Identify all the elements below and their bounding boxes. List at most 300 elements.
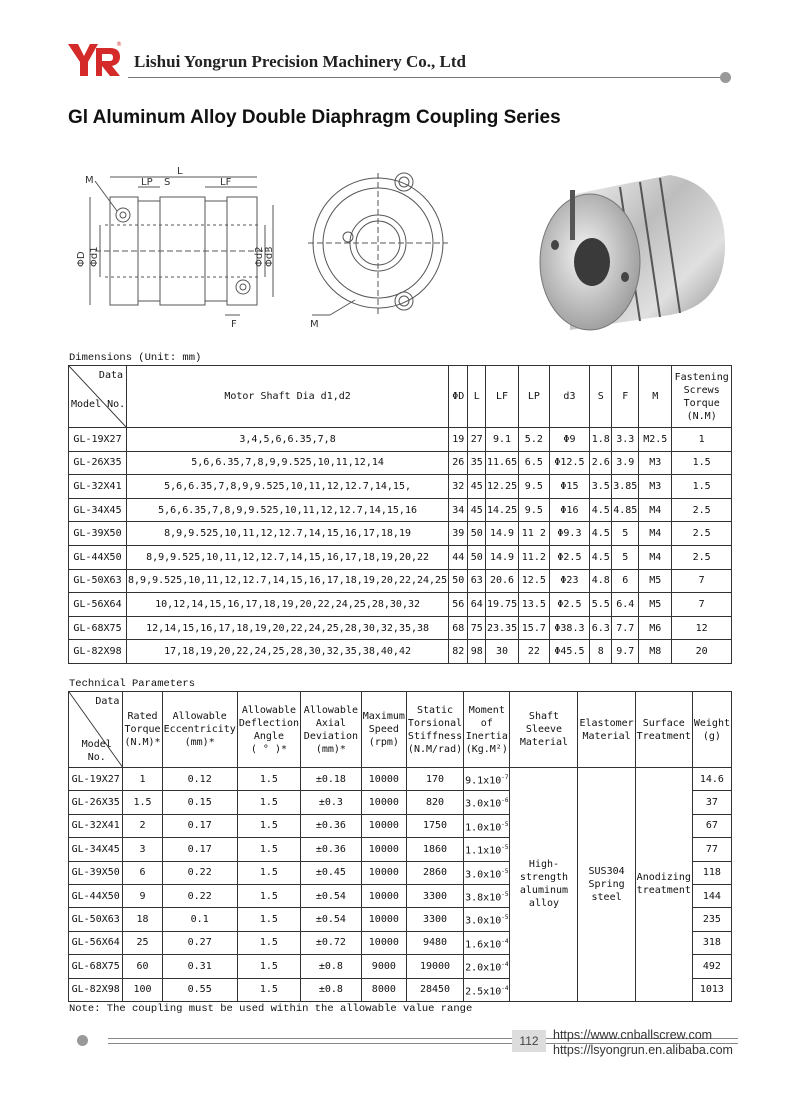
table-row <box>69 545 732 569</box>
table-cell: 4.5 <box>590 498 612 522</box>
table-cell: Φ23 <box>549 569 590 593</box>
table-cell: 3 <box>123 838 162 861</box>
table-cell: 56 <box>449 593 468 617</box>
table-row <box>69 768 732 791</box>
table-cell: 1.8 <box>590 428 612 452</box>
table-cell: 5.2 <box>519 428 549 452</box>
header-line: Treatment <box>636 730 691 742</box>
tech-header-axial <box>301 692 362 768</box>
table-cell: 12.5 <box>519 569 549 593</box>
table-cell: 13.5 <box>519 593 549 617</box>
header-line: (mm)* <box>184 737 215 748</box>
table-cell: 9.7 <box>612 640 639 664</box>
table-cell: 98 <box>468 640 486 664</box>
table-cell: GL-82X98 <box>69 640 127 664</box>
table-cell: 67 <box>692 814 731 837</box>
table-cell: 7.7 <box>612 616 639 640</box>
dim-label-d3: Φd3 <box>264 246 275 267</box>
table-cell: 9480 <box>406 931 463 954</box>
page-title: Gl Aluminum Alloy Double Diaphragm Coupling Series <box>68 107 561 128</box>
table-cell: 1 <box>672 428 732 452</box>
header-line: Moment <box>468 704 505 716</box>
table-cell: 3.3 <box>612 428 639 452</box>
inertia-cell <box>464 931 510 954</box>
dim-label-D: ΦD <box>76 251 87 267</box>
inertia-base: 1.6x10 <box>465 939 502 951</box>
table-cell: 1.5 <box>237 838 300 861</box>
table-cell: GL-32X41 <box>69 814 123 837</box>
table-cell: 235 <box>692 908 731 931</box>
table-cell: ±0.8 <box>301 955 362 978</box>
technical-table <box>68 691 732 1002</box>
header-line: Axial <box>315 717 346 729</box>
inertia-base: 3.0x10 <box>465 868 502 880</box>
table-cell: 37 <box>692 791 731 814</box>
table-cell: 27 <box>468 428 486 452</box>
dim-header-d3: d3 <box>549 366 590 428</box>
dim-header-S: S <box>590 366 612 428</box>
cell-line: SUS304 <box>588 865 625 877</box>
table-cell: 1.5 <box>237 931 300 954</box>
dim-label-F: F <box>231 319 237 330</box>
table-cell: 1 <box>123 768 162 791</box>
inertia-cell <box>464 814 510 837</box>
table-cell: 11.65 <box>486 451 519 475</box>
table-cell: 1.5 <box>237 884 300 907</box>
dimensions-corner-cell <box>69 366 127 428</box>
header-line: Material <box>519 737 569 748</box>
table-cell: 1013 <box>692 978 731 1001</box>
table-cell: 35 <box>468 451 486 475</box>
table-cell: 0.22 <box>162 884 237 907</box>
surface-treatment-cell <box>635 768 692 1002</box>
header-line: Stiffness <box>407 730 463 742</box>
table-cell: 0.17 <box>162 838 237 861</box>
table-cell: GL-50X63 <box>69 908 123 931</box>
table-cell: 1.5 <box>237 908 300 931</box>
table-cell: 75 <box>468 616 486 640</box>
table-cell: 68 <box>449 616 468 640</box>
inertia-exponent: -4 <box>501 937 509 945</box>
inertia-cell <box>464 861 510 884</box>
table-cell: 10000 <box>361 791 406 814</box>
table-cell: M4 <box>639 498 672 522</box>
table-cell: 1.5 <box>237 978 300 1001</box>
table-cell: Φ45.5 <box>549 640 590 664</box>
table-row <box>69 616 732 640</box>
header-line: Speed <box>368 724 399 735</box>
header-rule <box>128 77 720 78</box>
table-cell: 2860 <box>406 861 463 884</box>
header-line: (g) <box>702 730 721 742</box>
table-cell: 1.5 <box>672 451 732 475</box>
svg-text:®: ® <box>116 41 122 48</box>
table-cell: 118 <box>692 861 731 884</box>
cell-line: High-strength <box>519 859 569 884</box>
table-cell: 19000 <box>406 955 463 978</box>
header-line: Elastomer <box>579 717 634 729</box>
header-line: Allowable <box>172 711 227 722</box>
inertia-exponent: -4 <box>501 961 509 969</box>
table-cell: 9 <box>123 884 162 907</box>
technical-caption: Technical Parameters <box>69 678 196 690</box>
inertia-base: 9.1x10 <box>465 775 502 787</box>
table-cell: M6 <box>639 616 672 640</box>
header-line: (mm)* <box>315 743 346 755</box>
table-cell: 63 <box>468 569 486 593</box>
inertia-cell <box>464 768 510 791</box>
table-cell: GL-26X35 <box>69 791 123 814</box>
table-cell: 10000 <box>361 838 406 861</box>
inertia-exponent: -6 <box>501 797 509 805</box>
table-cell: 8000 <box>361 978 406 1001</box>
header-line: Deflection <box>238 717 300 729</box>
technical-corner-bottom: Model No. <box>81 739 112 763</box>
company-name: Lishui Yongrun Precision Machinery Co., Ltd <box>134 52 467 71</box>
table-row <box>69 522 732 546</box>
table-cell: 2 <box>123 814 162 837</box>
table-cell: 26 <box>449 451 468 475</box>
table-cell: 10,12,14,15,16,17,18,19,20,22,24,25,28,30,32 <box>127 593 449 617</box>
table-cell: M4 <box>639 522 672 546</box>
table-cell: 1.5 <box>672 475 732 499</box>
table-cell: 0.1 <box>162 908 237 931</box>
inertia-exponent: -5 <box>501 844 509 852</box>
tech-header-weight <box>692 692 731 768</box>
header-line: Torsional <box>407 717 463 729</box>
table-cell: 18 <box>123 908 162 931</box>
front-view-drawing <box>300 155 450 335</box>
cell-line: alloy <box>528 898 560 910</box>
dim-label-M-front: M <box>310 319 319 330</box>
table-cell: 820 <box>406 791 463 814</box>
table-cell: 4.85 <box>612 498 639 522</box>
header-line: Material <box>582 730 631 742</box>
table-cell: 8 <box>590 640 612 664</box>
table-row <box>69 428 732 452</box>
table-cell: 9.1 <box>486 428 519 452</box>
table-cell: 45 <box>468 475 486 499</box>
table-row <box>69 640 732 664</box>
header-line: Angle <box>253 730 284 742</box>
dimensions-caption: Dimensions (Unit: mm) <box>69 352 202 364</box>
inertia-cell <box>464 955 510 978</box>
table-cell: GL-39X50 <box>69 522 127 546</box>
table-cell: 3.9 <box>612 451 639 475</box>
table-cell: 9000 <box>361 955 406 978</box>
table-cell: 1750 <box>406 814 463 837</box>
table-cell: 5 <box>612 545 639 569</box>
table-row <box>69 593 732 617</box>
table-cell: 12,14,15,16,17,18,19,20,22,24,25,28,30,32,35,38 <box>127 616 449 640</box>
technical-corner-cell <box>69 692 123 768</box>
inertia-cell <box>464 908 510 931</box>
table-cell: 23.35 <box>486 616 519 640</box>
dim-header-F: F <box>612 366 639 428</box>
header-line: Maximum <box>362 711 405 722</box>
table-cell: 60 <box>123 955 162 978</box>
table-cell: ±0.54 <box>301 884 362 907</box>
table-cell: 6.3 <box>590 616 612 640</box>
table-cell: 11 2 <box>519 522 549 546</box>
header-line: Eccentricity <box>163 724 236 735</box>
table-cell: 17,18,19,20,22,24,25,28,30,32,35,38,40,42 <box>127 640 449 664</box>
table-cell: 1.5 <box>123 791 162 814</box>
header-line: Weight <box>693 717 730 729</box>
table-cell: Φ38.3 <box>549 616 590 640</box>
table-cell: 3300 <box>406 908 463 931</box>
table-row <box>69 498 732 522</box>
dim-header-torque: Fastening Screws Torque (N.M) <box>672 366 732 428</box>
dim-label-d1: Φd1 <box>89 246 100 267</box>
table-cell: ±0.18 <box>301 768 362 791</box>
table-cell: 492 <box>692 955 731 978</box>
table-cell: 6.4 <box>612 593 639 617</box>
dim-header-D: ΦD <box>449 366 468 428</box>
inertia-cell <box>464 838 510 861</box>
table-cell: 1.5 <box>237 791 300 814</box>
tech-header-speed <box>361 692 406 768</box>
table-cell: 7 <box>672 569 732 593</box>
table-cell: 5,6,6.35,7,8,9,9.525,10,11,12,14 <box>127 451 449 475</box>
table-cell: GL-32X41 <box>69 475 127 499</box>
table-cell: 30 <box>486 640 519 664</box>
dimensions-corner-top: Data <box>98 370 124 381</box>
table-cell: 25 <box>123 931 162 954</box>
dim-header-LP: LP <box>519 366 549 428</box>
header-line: (N.M)* <box>124 737 161 748</box>
header-line: Static <box>416 704 454 716</box>
tech-header-surface <box>635 692 692 768</box>
table-cell: 10000 <box>361 814 406 837</box>
table-cell: 50 <box>468 545 486 569</box>
table-cell: ±0.72 <box>301 931 362 954</box>
table-cell: M8 <box>639 640 672 664</box>
table-cell: 144 <box>692 884 731 907</box>
table-cell: M2.5 <box>639 428 672 452</box>
inertia-base: 3.8x10 <box>465 892 502 904</box>
table-cell: GL-50X63 <box>69 569 127 593</box>
table-cell: 8,9,9.525,10,11,12,12.7,14,15,16,17,18,19,20,22 <box>127 545 449 569</box>
table-cell: 7 <box>672 593 732 617</box>
cell-line: Anodizing <box>636 872 691 884</box>
table-cell: 50 <box>449 569 468 593</box>
table-cell: 1.5 <box>237 814 300 837</box>
cell-line: steel <box>591 891 622 903</box>
table-cell: ±0.54 <box>301 908 362 931</box>
table-cell: 318 <box>692 931 731 954</box>
table-cell: 0.15 <box>162 791 237 814</box>
table-cell: 100 <box>123 978 162 1001</box>
table-cell: ±0.36 <box>301 838 362 861</box>
table-cell: 2.5 <box>672 545 732 569</box>
header-line: (N.M/rad) <box>407 743 463 755</box>
table-cell: 5 <box>612 522 639 546</box>
inertia-exponent: -5 <box>501 820 509 828</box>
inertia-exponent: -4 <box>501 984 509 992</box>
inertia-exponent: -7 <box>501 774 509 782</box>
tech-header-elastomer <box>578 692 635 768</box>
dim-header-M: M <box>639 366 672 428</box>
inertia-base: 3.0x10 <box>465 798 502 810</box>
table-cell: 22 <box>519 640 549 664</box>
header-line: Inertia <box>465 730 508 742</box>
cell-line: treatment <box>636 885 691 897</box>
dim-header-LF: LF <box>486 366 519 428</box>
table-cell: 32 <box>449 475 468 499</box>
table-cell: 8,9,9.525,10,11,12,12.7,14,15,16,17,18,19 <box>127 522 449 546</box>
dim-label-LP: LP <box>141 177 153 188</box>
table-cell: GL-82X98 <box>69 978 123 1001</box>
header-line: (Kg.M²) <box>465 743 508 755</box>
table-cell: GL-56X64 <box>69 931 123 954</box>
inertia-exponent: -5 <box>501 867 509 875</box>
table-cell: GL-44X50 <box>69 545 127 569</box>
tech-header-stiffness <box>406 692 463 768</box>
table-cell: 20 <box>672 640 732 664</box>
table-cell: 82 <box>449 640 468 664</box>
tech-header-deflection <box>237 692 300 768</box>
table-cell: 3300 <box>406 884 463 907</box>
table-cell: 1.5 <box>237 861 300 884</box>
table-cell: Φ15 <box>549 475 590 499</box>
table-cell: 12 <box>672 616 732 640</box>
table-cell: 0.17 <box>162 814 237 837</box>
table-cell: 6.5 <box>519 451 549 475</box>
table-cell: 14.25 <box>486 498 519 522</box>
table-cell: Φ2.5 <box>549 593 590 617</box>
table-cell: GL-34X45 <box>69 498 127 522</box>
table-cell: 34 <box>449 498 468 522</box>
table-cell: 45 <box>468 498 486 522</box>
table-cell: 11.2 <box>519 545 549 569</box>
dim-label-S: S <box>164 177 171 188</box>
table-cell: ±0.45 <box>301 861 362 884</box>
table-cell: 19.75 <box>486 593 519 617</box>
website-link[interactable]: https://www.cnballscrew.com <box>553 1028 713 1042</box>
table-cell: 0.31 <box>162 955 237 978</box>
inertia-base: 1.1x10 <box>465 845 502 857</box>
table-cell: 12.25 <box>486 475 519 499</box>
cell-line: Spring <box>588 878 625 890</box>
page-number: 112 <box>512 1030 546 1052</box>
header-line: Torque <box>124 724 161 735</box>
table-cell: 39 <box>449 522 468 546</box>
table-cell: 50 <box>468 522 486 546</box>
table-cell: M4 <box>639 545 672 569</box>
tech-header-torque <box>123 692 162 768</box>
inertia-cell <box>464 978 510 1001</box>
cell-line: aluminum <box>519 885 569 897</box>
table-cell: 1.5 <box>237 955 300 978</box>
table-cell: 77 <box>692 838 731 861</box>
table-cell: 10000 <box>361 884 406 907</box>
dim-label-M: M <box>85 175 94 186</box>
footer-rule-dot <box>77 1035 88 1046</box>
table-cell: 8,9,9.525,10,11,12,12.7,14,15,16,17,18,19,20,22,24,25 <box>127 569 449 593</box>
sleeve-material-cell <box>510 768 578 1002</box>
header-line: Deviation <box>303 730 358 742</box>
dim-header-L: L <box>468 366 486 428</box>
table-cell: 14.9 <box>486 545 519 569</box>
inertia-exponent: -5 <box>501 890 509 898</box>
table-cell: 4.8 <box>590 569 612 593</box>
table-cell: 1860 <box>406 838 463 861</box>
table-cell: ±0.36 <box>301 814 362 837</box>
inertia-base: 2.5x10 <box>465 985 502 997</box>
table-cell: 5,6,6.35,7,8,9,9.525,10,11,12,12.7,14,15,16 <box>127 498 449 522</box>
header-line: Allowable <box>303 704 358 716</box>
header-line: Rated <box>127 711 158 722</box>
tech-header-eccentricity <box>162 692 237 768</box>
table-cell: 9.5 <box>519 498 549 522</box>
table-cell: 2.5 <box>672 498 732 522</box>
table-cell: GL-39X50 <box>69 861 123 884</box>
table-cell: ±0.3 <box>301 791 362 814</box>
table-cell: 4.5 <box>590 545 612 569</box>
table-cell: GL-56X64 <box>69 593 127 617</box>
table-cell: M5 <box>639 593 672 617</box>
dimensions-corner-bottom: Model No. <box>71 399 126 410</box>
inertia-base: 1.0x10 <box>465 822 502 834</box>
table-cell: 3.5 <box>590 475 612 499</box>
table-cell: M5 <box>639 569 672 593</box>
table-row <box>69 451 732 475</box>
table-cell: 3.85 <box>612 475 639 499</box>
table-cell: 14.6 <box>692 768 731 791</box>
table-cell: Φ2.5 <box>549 545 590 569</box>
dim-label-d2: Φd2 <box>254 246 265 267</box>
table-cell: ±0.8 <box>301 978 362 1001</box>
table-cell: Φ16 <box>549 498 590 522</box>
table-cell: 19 <box>449 428 468 452</box>
inertia-exponent: -5 <box>501 914 509 922</box>
table-cell: 28450 <box>406 978 463 1001</box>
technical-header-row <box>69 692 732 768</box>
header-line: Allowable <box>241 704 297 716</box>
table-cell: 170 <box>406 768 463 791</box>
table-cell: 2.5 <box>672 522 732 546</box>
company-logo <box>66 40 122 80</box>
table-cell: 0.22 <box>162 861 237 884</box>
dimensions-table <box>68 365 732 664</box>
table-cell: 44 <box>449 545 468 569</box>
alibaba-link[interactable]: https://lsyongrun.en.alibaba.com <box>553 1043 733 1057</box>
table-cell: M3 <box>639 475 672 499</box>
dimensions-body <box>69 428 732 664</box>
tech-header-sleeve <box>510 692 578 768</box>
table-cell: Φ12.5 <box>549 451 590 475</box>
table-row <box>69 475 732 499</box>
table-cell: 6 <box>123 861 162 884</box>
side-view-drawing <box>75 155 275 335</box>
header-line: of <box>480 717 493 729</box>
tech-header-inertia <box>464 692 510 768</box>
table-cell: GL-68X75 <box>69 616 127 640</box>
inertia-base: 3.0x10 <box>465 915 502 927</box>
table-cell: 6 <box>612 569 639 593</box>
table-cell: 1.5 <box>237 768 300 791</box>
header-line: Shaft Sleeve <box>525 711 563 735</box>
header-rule-dot <box>720 72 731 83</box>
table-cell: 14.9 <box>486 522 519 546</box>
dim-label-LF: LF <box>220 177 232 188</box>
table-cell: GL-34X45 <box>69 838 123 861</box>
table-cell: 2.6 <box>590 451 612 475</box>
table-cell: M3 <box>639 451 672 475</box>
table-cell: 64 <box>468 593 486 617</box>
table-cell: Φ9 <box>549 428 590 452</box>
